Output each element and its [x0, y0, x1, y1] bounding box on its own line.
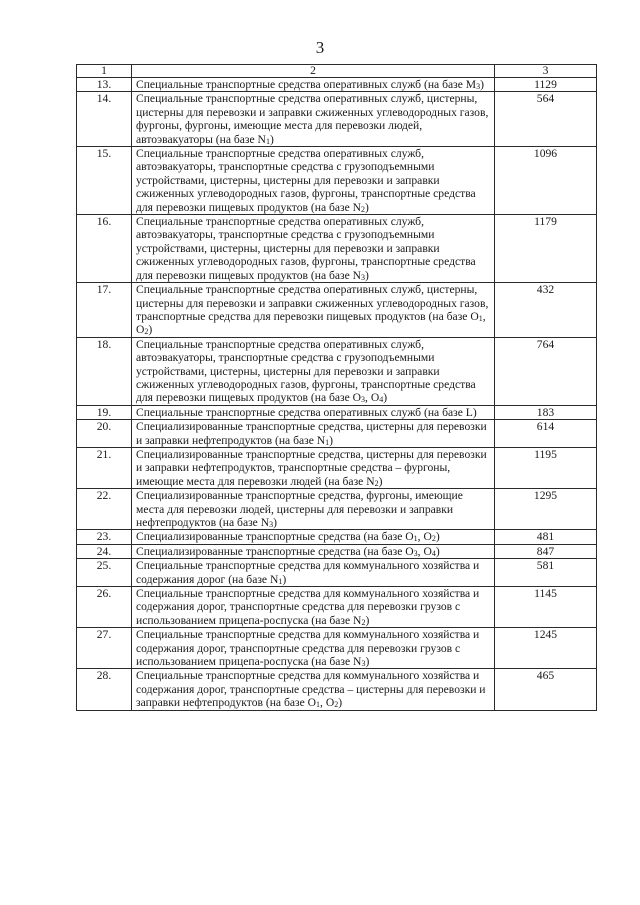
table-row — [77, 587, 597, 628]
row-number: 22. — [77, 489, 132, 530]
row-number: 13. — [77, 78, 132, 92]
vehicle-description: Специализированные транспортные средства (на базе $O_1$, $O_2$) — [132, 530, 495, 544]
row-number: 21. — [77, 447, 132, 488]
page-number: 3 — [315, 38, 325, 57]
vehicle-description: Специальные транспортные средства для коммунального хозяйства и содержания дорог, транспортные средства для перевозки грузов с использованием прицепа-роспуска (на базе $N_3$) — [132, 628, 495, 669]
vehicle-description: Специальные транспортные средства оперативных служб, цистерны, цистерны для перевозки и заправки сжиженных углеводородных газов, транспортные средства для перевозки пищевых продуктов (на базе $O_1$, $O_2$) — [132, 283, 495, 338]
tariff-value: 481 — [495, 530, 597, 544]
vehicle-description: Специальные транспортные средства оперативных служб (на базе $M_3$) — [132, 78, 495, 92]
row-number: 23. — [77, 530, 132, 544]
tariff-value: 465 — [495, 669, 597, 710]
row-number: 19. — [77, 405, 132, 419]
row-number: 16. — [77, 215, 132, 283]
table-row — [77, 628, 597, 669]
table-row — [77, 337, 597, 405]
row-number: 14. — [77, 92, 132, 147]
tariff-value: 1096 — [495, 147, 597, 215]
table-row — [77, 420, 597, 448]
tariff-value: 1195 — [495, 447, 597, 488]
tariff-value: 847 — [495, 544, 597, 558]
tariff-value: 614 — [495, 420, 597, 448]
header-col-2: 2 — [132, 65, 495, 78]
row-number: 20. — [77, 420, 132, 448]
row-number: 28. — [77, 669, 132, 710]
table-row — [77, 92, 597, 147]
table-row — [77, 530, 597, 544]
vehicle-description: Специализированные транспортные средства, цистерны для перевозки и заправки нефтепродуктов (на базе $N_1$) — [132, 420, 495, 448]
vehicle-description: Специальные транспортные средства для коммунального хозяйства и содержания дорог, транспортные средства – цистерны для перевозки и заправки нефтепродуктов (на базе $O_1$, $O_2$) — [132, 669, 495, 710]
tariff-value: 564 — [495, 92, 597, 147]
table-row — [77, 544, 597, 558]
table-row — [77, 215, 597, 283]
tariff-value: 432 — [495, 283, 597, 338]
tariff-value: 581 — [495, 559, 597, 587]
tariff-table — [76, 64, 597, 711]
table-row — [77, 669, 597, 710]
vehicle-description: Специальные транспортные средства оперативных служб, автоэвакуаторы, транспортные средства с грузоподъемными устройствами, цистерны, цистерны для перевозки и заправки сжиженных углеводородных газов, фургоны, транспортные средства для перевозки пищевых продуктов (на базе $O_3$, $O_4$) — [132, 337, 495, 405]
row-number: 18. — [77, 337, 132, 405]
tariff-value: 1129 — [495, 78, 597, 92]
table-row — [77, 405, 597, 419]
table-row — [77, 283, 597, 338]
table-header-row — [77, 65, 597, 78]
row-number: 26. — [77, 587, 132, 628]
vehicle-description: Специальные транспортные средства для коммунального хозяйства и содержания дорог (на базе $N_1$) — [132, 559, 495, 587]
row-number: 15. — [77, 147, 132, 215]
header-col-3: 3 — [495, 65, 597, 78]
vehicle-description: Специализированные транспортные средства, цистерны для перевозки и заправки нефтепродуктов, транспортные средства – фургоны, имеющие места для перевозки людей (на базе $N_2$) — [132, 447, 495, 488]
vehicle-description: Специальные транспортные средства оперативных служб, автоэвакуаторы, транспортные средства с грузоподъемными устройствами, цистерны, цистерны для перевозки и заправки сжиженных углеводородных газов, фургоны, транспортные средства для перевозки пищевых продуктов (на базе $N_3$) — [132, 215, 495, 283]
table-row — [77, 489, 597, 530]
vehicle-description: Специализированные транспортные средства, фургоны, имеющие места для перевозки людей, цистерны для перевозки и заправки нефтепродуктов (на базе $N_3$) — [132, 489, 495, 530]
row-number: 17. — [77, 283, 132, 338]
table-row — [77, 147, 597, 215]
tariff-value: 1245 — [495, 628, 597, 669]
table-row — [77, 78, 597, 92]
vehicle-description: Специальные транспортные средства для коммунального хозяйства и содержания дорог, транспортные средства для перевозки грузов с использованием прицепа-роспуска (на базе $N_2$) — [132, 587, 495, 628]
vehicle-description: Специальные транспортные средства оперативных служб, автоэвакуаторы, транспортные средства с грузоподъемными устройствами, цистерны, цистерны для перевозки и заправки сжиженных углеводородных газов, фургоны, транспортные средства для перевозки пищевых продуктов (на базе $N_2$) — [132, 147, 495, 215]
header-col-1: 1 — [77, 65, 132, 78]
row-number: 27. — [77, 628, 132, 669]
table-row — [77, 559, 597, 587]
tariff-value: 1145 — [495, 587, 597, 628]
tariff-value: 1295 — [495, 489, 597, 530]
table-body — [77, 65, 597, 711]
table-row — [77, 447, 597, 488]
row-number: 25. — [77, 559, 132, 587]
vehicle-description: Специальные транспортные средства оперативных служб, цистерны, цистерны для перевозки и заправки сжиженных углеводородных газов, фургоны, фургоны, имеющие места для перевозки людей, автоэвакуаторы (на базе $N_1$) — [132, 92, 495, 147]
vehicle-description: Специальные транспортные средства оперативных служб (на базе L) — [132, 405, 495, 419]
row-number: 24. — [77, 544, 132, 558]
tariff-value: 764 — [495, 337, 597, 405]
tariff-value: 1179 — [495, 215, 597, 283]
tariff-value: 183 — [495, 405, 597, 419]
vehicle-description: Специализированные транспортные средства (на базе $O_3$, $O_4$) — [132, 544, 495, 558]
